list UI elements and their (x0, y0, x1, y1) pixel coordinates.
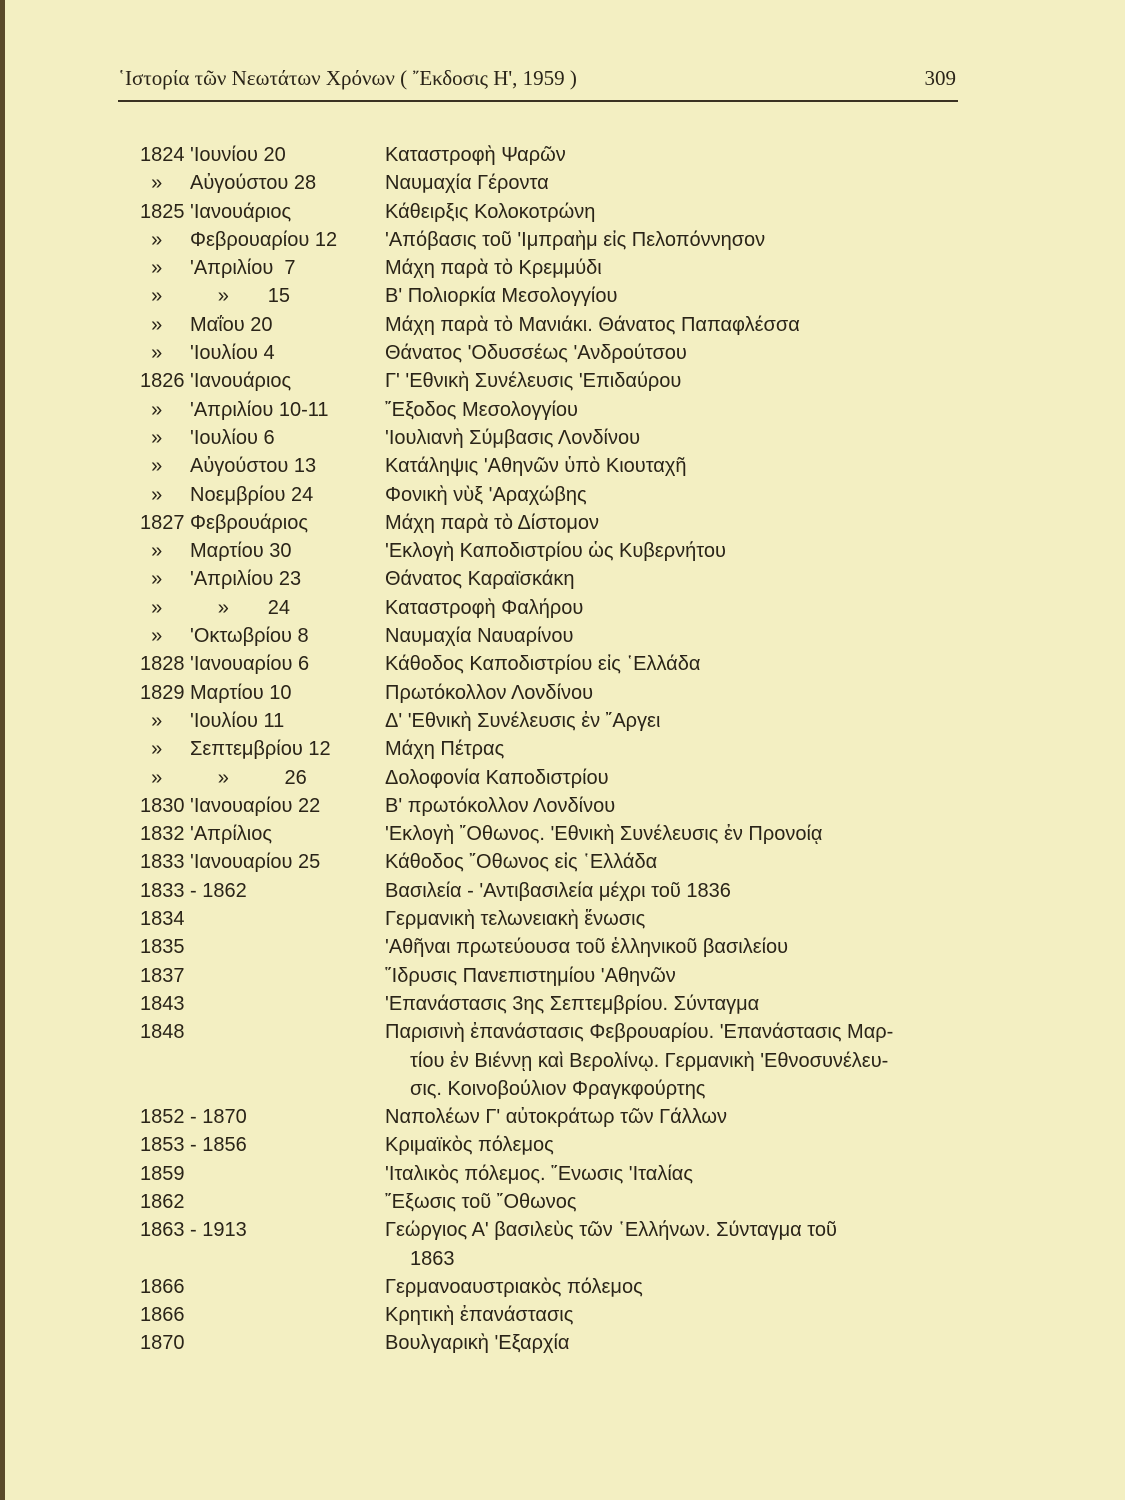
chronology-entry (140, 962, 970, 990)
entry-event: 'Ιουλιανὴ Σύμβασις Λονδίνου (385, 426, 641, 449)
chronology-entry (140, 565, 970, 593)
chronology-entry (140, 282, 970, 310)
chronology-entry (140, 848, 970, 876)
entry-event-block (385, 650, 970, 678)
chronology-entry (140, 169, 970, 197)
entry-year: » (140, 766, 163, 789)
chronology-entry (140, 198, 970, 226)
entry-event-block (385, 990, 970, 1018)
entry-event-block (385, 933, 970, 961)
entry-event: Μάχη Πέτρας (385, 738, 505, 761)
entry-event: Κρητικὴ ἐπανάστασις (385, 1304, 574, 1327)
entry-event: Βασιλεία - 'Αντιβασιλεία μέχρι τοῦ 1836 (385, 879, 731, 902)
entry-event-block (385, 1273, 970, 1301)
entry-event: Κάθοδος Καποδιστρίου εἰς ῾Ελλάδα (385, 653, 701, 676)
entry-event-continuation: τίου ἐν Βιέννῃ καὶ Βερολίνῳ. Γερμανικὴ 'Εθνοσυνέλευ- (410, 1049, 889, 1072)
entry-event: Θάνατος Καραϊσκάκη (385, 568, 575, 591)
book-title: ῾Ιστορία τῶν Νεωτάτων Χρόνων ( ῎Εκδοσις Η', 1959 ) (118, 66, 577, 90)
entry-event-block (385, 594, 970, 622)
entry-event: Γερμανοαυστριακὸς πόλεμος (385, 1275, 643, 1298)
entry-event-block (385, 962, 970, 990)
header-rule (118, 100, 958, 102)
entry-year: 1843 (140, 992, 185, 1015)
entry-event-block (385, 622, 970, 650)
entry-date: 'Ιουνίου 20 (190, 144, 286, 166)
entry-event-block (385, 1103, 970, 1131)
entry-date: 'Ιουλίου 11 (190, 709, 285, 732)
entry-year: » (140, 568, 163, 591)
entry-event: Καταστροφὴ Ψαρῶν (385, 144, 566, 166)
entry-event-block (385, 141, 970, 169)
entry-year: » (140, 426, 163, 449)
entry-year: 1829 (140, 681, 185, 704)
entry-year: 1833 - 1862 (140, 879, 247, 902)
entry-event-block (385, 198, 970, 226)
entry-event-block (385, 1301, 970, 1329)
entry-event: Πρωτόκολλον Λονδίνου (385, 681, 594, 704)
entry-year: 1853 - 1856 (140, 1134, 247, 1157)
entry-event-block (385, 311, 970, 339)
chronology-entry (140, 367, 970, 395)
entry-year: 1827 (140, 511, 185, 534)
entry-event: Β' πρωτόκολλον Λονδίνου (385, 794, 616, 817)
entry-year: » (140, 596, 163, 619)
entry-event: Κατάληψις 'Αθηνῶν ὑπὸ Κιουταχῆ (385, 455, 687, 478)
entry-event: 'Απόβασις τοῦ 'Ιμπραὴμ εἰς Πελοπόννησον (385, 228, 766, 251)
entry-event-block (385, 452, 970, 480)
entry-date: 'Απριλίου 7 (190, 257, 296, 280)
entry-date: 'Ιανουάριος (190, 370, 292, 393)
chronology-entry (140, 141, 970, 169)
entry-event: Γερμανικὴ τελωνειακὴ ἕνωσις (385, 908, 646, 931)
entry-year: » (140, 483, 163, 506)
entry-year: 1859 (140, 1162, 185, 1185)
entry-event-block (385, 707, 970, 735)
chronology-entry (140, 1018, 970, 1103)
entry-event: Φονικὴ νὺξ 'Αραχώβης (385, 483, 587, 506)
entry-event: Δολοφονία Καποδιστρίου (385, 766, 609, 789)
entry-date: Νοεμβρίου 24 (190, 483, 314, 506)
entry-year: 1837 (140, 964, 185, 987)
entry-event: Ναυμαχία Ναυαρίνου (385, 625, 574, 648)
chronology-entry (140, 311, 970, 339)
entry-event: Παρισινὴ ἐπανάστασις Φεβρουαρίου. 'Επανάστασις Μαρ- (385, 1021, 894, 1044)
entry-event: Κάθειρξις Κολοκοτρώνη (385, 200, 596, 223)
chronology-entry (140, 226, 970, 254)
chronology-entry (140, 452, 970, 480)
entry-year: 1834 (140, 908, 185, 931)
entry-event-block (385, 537, 970, 565)
entry-date: 'Οκτωβρίου 8 (190, 625, 309, 648)
entry-event-block (385, 565, 970, 593)
entry-year: » (140, 455, 163, 478)
entry-event-block (385, 848, 970, 876)
entry-event: Γ' 'Εθνικὴ Συνέλευσις 'Επιδαύρου (385, 370, 682, 393)
entry-date: » 26 (190, 766, 307, 789)
chronology-entry (140, 424, 970, 452)
entry-event-block (385, 1160, 970, 1188)
entry-event-block (385, 254, 970, 282)
chronology-entry (140, 1131, 970, 1159)
chronology-entry (140, 1103, 970, 1131)
entry-event: Βουλγαρικὴ 'Εξαρχία (385, 1332, 570, 1355)
chronology-entry (140, 820, 970, 848)
chronology-entry (140, 481, 970, 509)
entry-date: Φεβρουάριος (190, 511, 308, 534)
chronology-entry (140, 877, 970, 905)
entry-date: 'Ιανουαρίου 25 (190, 851, 321, 874)
chronology-entry (140, 933, 970, 961)
entry-event: 'Εκλογὴ Καποδιστρίου ὡς Κυβερνήτου (385, 540, 726, 563)
entry-year: » (140, 625, 163, 648)
page-number: 309 (924, 66, 956, 90)
entry-event: Β' Πολιορκία Μεσολογγίου (385, 285, 618, 308)
entry-year: 1833 (140, 851, 185, 874)
entry-event-block (385, 169, 970, 197)
chronology-entry (140, 509, 970, 537)
entry-year: » (140, 342, 163, 365)
chronology-entry (140, 537, 970, 565)
entry-event: 'Εκλογὴ ῎Οθωνος. 'Εθνικὴ Συνέλευσις ἐν Προνοίᾳ (385, 823, 823, 846)
entry-event: Μάχη παρὰ τὸ Μανιάκι. Θάνατος Παπαφλέσσα (385, 313, 800, 336)
chronology-entry (140, 764, 970, 792)
chronology-entry (140, 792, 970, 820)
entry-year: 1824 (140, 144, 185, 166)
entry-event-block (385, 396, 970, 424)
entry-event-block (385, 877, 970, 905)
entry-year: » (140, 540, 163, 563)
entry-event-continuation: σις. Κοινοβούλιον Φραγκφούρτης (410, 1077, 706, 1100)
entry-year: 1852 - 1870 (140, 1106, 247, 1129)
entry-event-block (385, 905, 970, 933)
chronology-entry (140, 594, 970, 622)
entry-event-block (385, 339, 970, 367)
entry-date: Αὐγούστου 28 (190, 172, 317, 195)
entry-year: 1828 (140, 653, 185, 676)
entry-year: 1830 (140, 794, 185, 817)
chronology-entry (140, 1301, 970, 1329)
entry-date: 'Απρίλιος (190, 823, 272, 846)
entry-event: Μάχη παρὰ τὸ Δίστομον (385, 511, 599, 534)
entry-date: Σεπτεμβρίου 12 (190, 738, 331, 761)
entry-event: Γεώργιος Α' βασιλεὺς τῶν ῾Ελλήνων. Σύνταγμα τοῦ (385, 1219, 837, 1242)
chronology-entry (140, 905, 970, 933)
entry-event: ῎Εξωσις τοῦ ῎Οθωνος (385, 1190, 577, 1213)
entry-date: Μαΐου 20 (190, 313, 273, 336)
entry-date: 'Ιουλίου 4 (190, 342, 275, 365)
entry-date: Μαρτίου 30 (190, 540, 292, 563)
entry-event-block (385, 509, 970, 537)
entry-event: Καταστροφὴ Φαλήρου (385, 596, 584, 619)
entry-date: » 15 (190, 285, 291, 308)
entry-year: » (140, 257, 163, 280)
entry-date: 'Ιανουάριος (190, 200, 292, 223)
entry-event-block (385, 1188, 970, 1216)
entry-event: Θάνατος 'Οδυσσέως 'Ανδρούτσου (385, 342, 687, 365)
entry-event: Μάχη παρὰ τὸ Κρεμμύδι (385, 257, 602, 280)
entry-year: » (140, 313, 163, 336)
entry-event: 'Αθῆναι πρωτεύουσα τοῦ ἑλληνικοῦ βασιλείου (385, 936, 789, 959)
chronology-entry (140, 396, 970, 424)
entry-year: » (140, 398, 163, 421)
entry-event-block (385, 820, 970, 848)
chronology-entry (140, 1329, 970, 1357)
chronology-entry (140, 1273, 970, 1301)
running-header (118, 66, 956, 96)
entry-year: 1866 (140, 1275, 185, 1298)
entry-event-block (385, 679, 970, 707)
entry-year: 1870 (140, 1332, 185, 1355)
entry-date: Αὐγούστου 13 (190, 455, 317, 478)
entry-event-block (385, 424, 970, 452)
entry-year: » (140, 285, 163, 308)
entry-year: 1826 (140, 370, 185, 393)
entry-year: 1863 - 1913 (140, 1219, 247, 1242)
entry-event: 'Ιταλικὸς πόλεμος. ῞Ενωσις 'Ιταλίας (385, 1162, 693, 1185)
chronology-entry (140, 339, 970, 367)
entry-event: Ναυμαχία Γέροντα (385, 172, 549, 195)
entry-date: » 24 (190, 596, 291, 619)
chronology-list (140, 141, 970, 1358)
entry-year: 1848 (140, 1021, 185, 1044)
entry-event-block (385, 1216, 970, 1273)
entry-event: Δ' 'Εθνικὴ Συνέλευσις ἐν ῎Αργει (385, 709, 661, 732)
entry-date: 'Ιανουαρίου 22 (190, 794, 321, 817)
entry-event-block (385, 1018, 970, 1103)
entry-event: ῞Ιδρυσις Πανεπιστημίου 'Αθηνῶν (385, 964, 676, 987)
chronology-entry (140, 622, 970, 650)
chronology-entry (140, 1216, 970, 1273)
entry-event-block (385, 764, 970, 792)
entry-year: 1866 (140, 1304, 185, 1327)
entry-date: 'Ιουλίου 6 (190, 426, 275, 449)
entry-date: Μαρτίου 10 (190, 681, 292, 704)
entry-date: Φεβρουαρίου 12 (190, 228, 338, 251)
entry-date: 'Ιανουαρίου 6 (190, 653, 310, 676)
entry-event-block (385, 481, 970, 509)
entry-event-block (385, 367, 970, 395)
entry-date: 'Απριλίου 10-11 (190, 398, 329, 421)
chronology-entry (140, 990, 970, 1018)
entry-event-block (385, 1329, 970, 1357)
entry-year: 1862 (140, 1190, 185, 1213)
entry-year: 1832 (140, 823, 185, 846)
entry-event-block (385, 226, 970, 254)
entry-date: 'Απριλίου 23 (190, 568, 302, 591)
entry-event-block (385, 282, 970, 310)
entry-event: ῎Εξοδος Μεσολογγίου (385, 398, 578, 421)
entry-year: 1825 (140, 200, 185, 223)
chronology-entry (140, 1160, 970, 1188)
entry-event: Κάθοδος ῎Οθωνος εἰς ῾Ελλάδα (385, 851, 658, 874)
entry-event-block (385, 792, 970, 820)
chronology-entry (140, 254, 970, 282)
entry-year: » (140, 228, 163, 251)
entry-event-block (385, 1131, 970, 1159)
chronology-entry (140, 650, 970, 678)
entry-event: Κριμαϊκὸς πόλεμος (385, 1134, 554, 1157)
chronology-entry (140, 1188, 970, 1216)
entry-event-continuation: 1863 (410, 1247, 455, 1270)
chronology-entry (140, 679, 970, 707)
entry-year: 1835 (140, 936, 185, 959)
entry-event: 'Επανάστασις 3ης Σεπτεμβρίου. Σύνταγμα (385, 992, 760, 1015)
entry-year: » (140, 709, 163, 732)
entry-year: » (140, 738, 163, 761)
page-edge (0, 0, 5, 1500)
entry-year: » (140, 172, 163, 195)
entry-event: Ναπολέων Γ' αὐτοκράτωρ τῶν Γάλλων (385, 1106, 728, 1129)
chronology-entry (140, 707, 970, 735)
chronology-entry (140, 735, 970, 763)
entry-event-block (385, 735, 970, 763)
